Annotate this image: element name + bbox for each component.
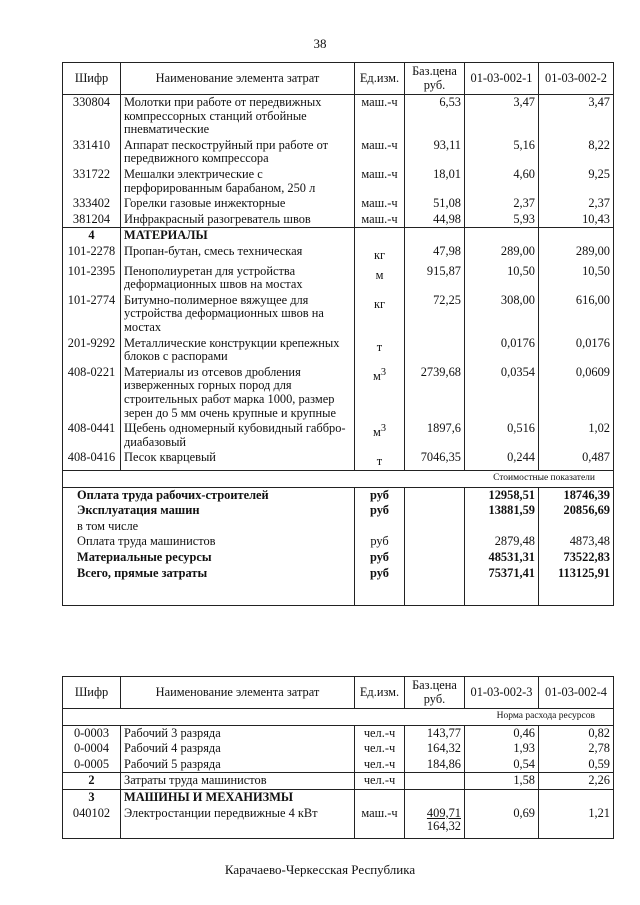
summary-row xyxy=(63,503,614,519)
row-unit: т xyxy=(355,450,405,470)
table-row xyxy=(63,421,614,450)
row-value-1: 308,00 xyxy=(465,293,539,336)
row-value-1: 0,516 xyxy=(465,421,539,450)
header-code: Шифр xyxy=(63,63,121,95)
summary-value-1: 12958,51 xyxy=(465,487,539,503)
row-unit: маш.-ч xyxy=(355,138,405,167)
row-code: 0-0005 xyxy=(63,757,121,773)
row-code: 408-0416 xyxy=(63,450,121,470)
table-row xyxy=(63,196,614,212)
row-code: 0-0003 xyxy=(63,725,121,741)
row-price: 1897,6 xyxy=(405,421,465,450)
header-col-2: 01-03-002-2 xyxy=(539,63,614,95)
cost-caption-row xyxy=(63,471,614,488)
row-name: Рабочий 3 разряда xyxy=(121,725,355,741)
row-price: 7046,35 xyxy=(405,450,465,470)
table-row xyxy=(63,264,614,293)
header-unit: Ед.изм. xyxy=(355,677,405,709)
table-row xyxy=(63,244,614,264)
row-value-1: 5,16 xyxy=(465,138,539,167)
row-name: Аппарат пескоструйный при работе от передвижного компрессора xyxy=(121,138,355,167)
summary-value-1: 75371,41 xyxy=(465,566,539,582)
table-row xyxy=(63,212,614,228)
table-row xyxy=(63,167,614,196)
summary-value-1: 2879,48 xyxy=(465,534,539,550)
header-name: Наименование элемента затрат xyxy=(121,677,355,709)
row-unit: $м^3$ xyxy=(355,365,405,421)
row-name: Щебень одномерный кубовидный габбро-диабазовый xyxy=(121,421,355,450)
summary-row xyxy=(63,519,614,535)
row-value-2: 2,26 xyxy=(539,773,614,790)
row-value-2: 289,00 xyxy=(539,244,614,264)
summary-row xyxy=(63,534,614,550)
row-value-1: 3,47 xyxy=(465,95,539,138)
summary-value-2: 4873,48 xyxy=(539,534,614,550)
table-row xyxy=(63,293,614,336)
row-name: Молотки при работе от передвижных компрессорных станций отбойные пневматические xyxy=(121,95,355,138)
row-value-1: 4,60 xyxy=(465,167,539,196)
summary-name: Материальные ресурсы xyxy=(63,550,355,566)
row-value-2: 1,02 xyxy=(539,421,614,450)
page-footer: Карачаево-Черкесская Республика xyxy=(224,862,416,877)
row-value-1: 0,244 xyxy=(465,450,539,470)
row-value-2: 0,82 xyxy=(539,725,614,741)
header-name: Наименование элемента затрат xyxy=(121,63,355,95)
summary-value-1: 13881,59 xyxy=(465,503,539,519)
row-value-2: 1,21 xyxy=(539,806,614,839)
summary-value-2 xyxy=(539,519,614,535)
summary-row xyxy=(63,566,614,582)
row-unit: т xyxy=(355,336,405,365)
summary-unit: руб xyxy=(355,503,405,519)
row-value-1: 0,0354 xyxy=(465,365,539,421)
row-unit: чел.-ч xyxy=(355,741,405,757)
summary-value-1: 48531,31 xyxy=(465,550,539,566)
row-value-2: 10,50 xyxy=(539,264,614,293)
table-row xyxy=(63,336,614,365)
row-name: Песок кварцевый xyxy=(121,450,355,470)
summary-unit xyxy=(355,519,405,535)
row-value-2: 2,78 xyxy=(539,741,614,757)
summary-name: Оплата труда машинистов xyxy=(63,534,355,550)
table-row xyxy=(63,365,614,421)
page-number: 38 xyxy=(313,36,327,51)
row-code: 201-9292 xyxy=(63,336,121,365)
row-value-1: 2,37 xyxy=(465,196,539,212)
table-header-row xyxy=(63,63,614,95)
cost-table-2 xyxy=(62,676,614,839)
row-unit: м xyxy=(355,264,405,293)
row-price: 143,77 xyxy=(405,725,465,741)
summary-row xyxy=(63,550,614,566)
row-price: 93,11 xyxy=(405,138,465,167)
row-value-2: 0,59 xyxy=(539,757,614,773)
summary-unit: руб xyxy=(355,487,405,503)
row-name: Электростанции передвижные 4 кВт xyxy=(121,806,355,839)
row-value-2: 10,43 xyxy=(539,212,614,228)
row-price: 47,98 xyxy=(405,244,465,264)
header-col-1: 01-03-002-1 xyxy=(465,63,539,95)
row-unit: $м^3$ xyxy=(355,421,405,450)
row-name: Пенополиуретан для устройства деформационных швов на мостах xyxy=(121,264,355,293)
summary-name: в том числе xyxy=(63,519,355,535)
summary-row xyxy=(63,487,614,503)
row-name: Металлические конструкции крепежных блоков с распорами xyxy=(121,336,355,365)
norm-caption: Норма расхода ресурсов xyxy=(63,709,614,726)
row-price: 18,01 xyxy=(405,167,465,196)
row-price xyxy=(405,336,465,365)
row-code: 040102 xyxy=(63,806,121,839)
row-value-1: 0,0176 xyxy=(465,336,539,365)
table-row xyxy=(63,806,614,839)
header-col-4: 01-03-002-4 xyxy=(539,677,614,709)
price-primary: 409,71 xyxy=(426,805,461,820)
labor-row xyxy=(63,773,614,790)
header-unit: Ед.изм. xyxy=(355,63,405,95)
row-code: 331722 xyxy=(63,167,121,196)
summary-value-1 xyxy=(465,519,539,535)
row-name: Рабочий 4 разряда xyxy=(121,741,355,757)
row-name: Материалы из отсевов дробления изверженных горных пород для строительных работ марка 1000, размер зерен до 5 мм очень крупные и крупные xyxy=(121,365,355,421)
row-code: 333402 xyxy=(63,196,121,212)
row-value-1: 5,93 xyxy=(465,212,539,228)
section-title: МАТЕРИАЛЫ xyxy=(121,228,355,244)
table-row xyxy=(63,725,614,741)
summary-value-2: 20856,69 xyxy=(539,503,614,519)
table-header-row xyxy=(63,677,614,709)
summary-unit: руб xyxy=(355,566,405,582)
row-code: 381204 xyxy=(63,212,121,228)
row-code: 0-0004 xyxy=(63,741,121,757)
row-code: 330804 xyxy=(63,95,121,138)
row-name: Битумно-полимерное вяжущее для устройства деформационных швов на мостах xyxy=(121,293,355,336)
table-row xyxy=(63,138,614,167)
row-price: 2739,68 xyxy=(405,365,465,421)
summary-unit: руб xyxy=(355,534,405,550)
row-value-1: 0,54 xyxy=(465,757,539,773)
row-value-2: 3,47 xyxy=(539,95,614,138)
row-unit: чел.-ч xyxy=(355,773,405,790)
row-unit: чел.-ч xyxy=(355,757,405,773)
row-code: 101-2395 xyxy=(63,264,121,293)
section-code: 3 xyxy=(63,789,121,805)
summary-value-2: 18746,39 xyxy=(539,487,614,503)
row-price: 72,25 xyxy=(405,293,465,336)
price-secondary: 164,32 xyxy=(426,819,461,834)
cost-table-1 xyxy=(62,62,614,606)
row-name: Рабочий 5 разряда xyxy=(121,757,355,773)
row-unit: маш.-ч xyxy=(355,167,405,196)
table-row xyxy=(63,757,614,773)
row-value-1: 1,58 xyxy=(465,773,539,790)
row-unit: маш.-ч xyxy=(355,806,405,839)
row-value-2: 616,00 xyxy=(539,293,614,336)
table-row xyxy=(63,450,614,470)
table-row xyxy=(63,95,614,138)
row-price: 51,08 xyxy=(405,196,465,212)
row-value-2: 8,22 xyxy=(539,138,614,167)
row-value-1: 0,69 xyxy=(465,806,539,839)
summary-value-2: 113125,91 xyxy=(539,566,614,582)
row-unit: маш.-ч xyxy=(355,196,405,212)
summary-unit: руб xyxy=(355,550,405,566)
row-code: 331410 xyxy=(63,138,121,167)
header-price: Баз.цена руб. xyxy=(405,63,465,95)
header-code: Шифр xyxy=(63,677,121,709)
row-unit: кг xyxy=(355,244,405,264)
norm-caption-row xyxy=(63,709,614,726)
row-code: 101-2774 xyxy=(63,293,121,336)
row-unit: кг xyxy=(355,293,405,336)
row-price: 6,53 xyxy=(405,95,465,138)
cost-caption: Стоимостные показатели xyxy=(63,471,614,488)
row-code: 2 xyxy=(63,773,121,790)
section-row-machines xyxy=(63,789,614,805)
row-name: Горелки газовые инжекторные xyxy=(121,196,355,212)
row-price: 44,98 xyxy=(405,212,465,228)
table-end-spacer xyxy=(63,581,614,606)
row-value-2: 0,0609 xyxy=(539,365,614,421)
section-code: 4 xyxy=(63,228,121,244)
row-name: Мешалки электрические с перфорированным барабаном, 250 л xyxy=(121,167,355,196)
row-value-2: 0,487 xyxy=(539,450,614,470)
row-price xyxy=(405,806,465,839)
row-price: 164,32 xyxy=(405,741,465,757)
summary-name: Эксплуатация машин xyxy=(63,503,355,519)
row-value-1: 1,93 xyxy=(465,741,539,757)
row-price: 915,87 xyxy=(405,264,465,293)
summary-name: Всего, прямые затраты xyxy=(63,566,355,582)
row-unit: маш.-ч xyxy=(355,95,405,138)
row-code: 101-2278 xyxy=(63,244,121,264)
row-price: 184,86 xyxy=(405,757,465,773)
summary-value-2: 73522,83 xyxy=(539,550,614,566)
row-name: Инфракрасный разогреватель швов xyxy=(121,212,355,228)
row-value-1: 289,00 xyxy=(465,244,539,264)
section-title: МАШИНЫ И МЕХАНИЗМЫ xyxy=(121,789,355,805)
header-col-3: 01-03-002-3 xyxy=(465,677,539,709)
row-value-1: 0,46 xyxy=(465,725,539,741)
row-name: Затраты труда машинистов xyxy=(121,773,355,790)
section-row-materials xyxy=(63,228,614,244)
table-row xyxy=(63,741,614,757)
row-value-2: 2,37 xyxy=(539,196,614,212)
row-value-2: 0,0176 xyxy=(539,336,614,365)
row-code: 408-0441 xyxy=(63,421,121,450)
row-unit: маш.-ч xyxy=(355,212,405,228)
row-name: Пропан-бутан, смесь техническая xyxy=(121,244,355,264)
summary-name: Оплата труда рабочих-строителей xyxy=(63,487,355,503)
row-value-2: 9,25 xyxy=(539,167,614,196)
row-unit: чел.-ч xyxy=(355,725,405,741)
row-value-1: 10,50 xyxy=(465,264,539,293)
row-code: 408-0221 xyxy=(63,365,121,421)
header-price: Баз.цена руб. xyxy=(405,677,465,709)
